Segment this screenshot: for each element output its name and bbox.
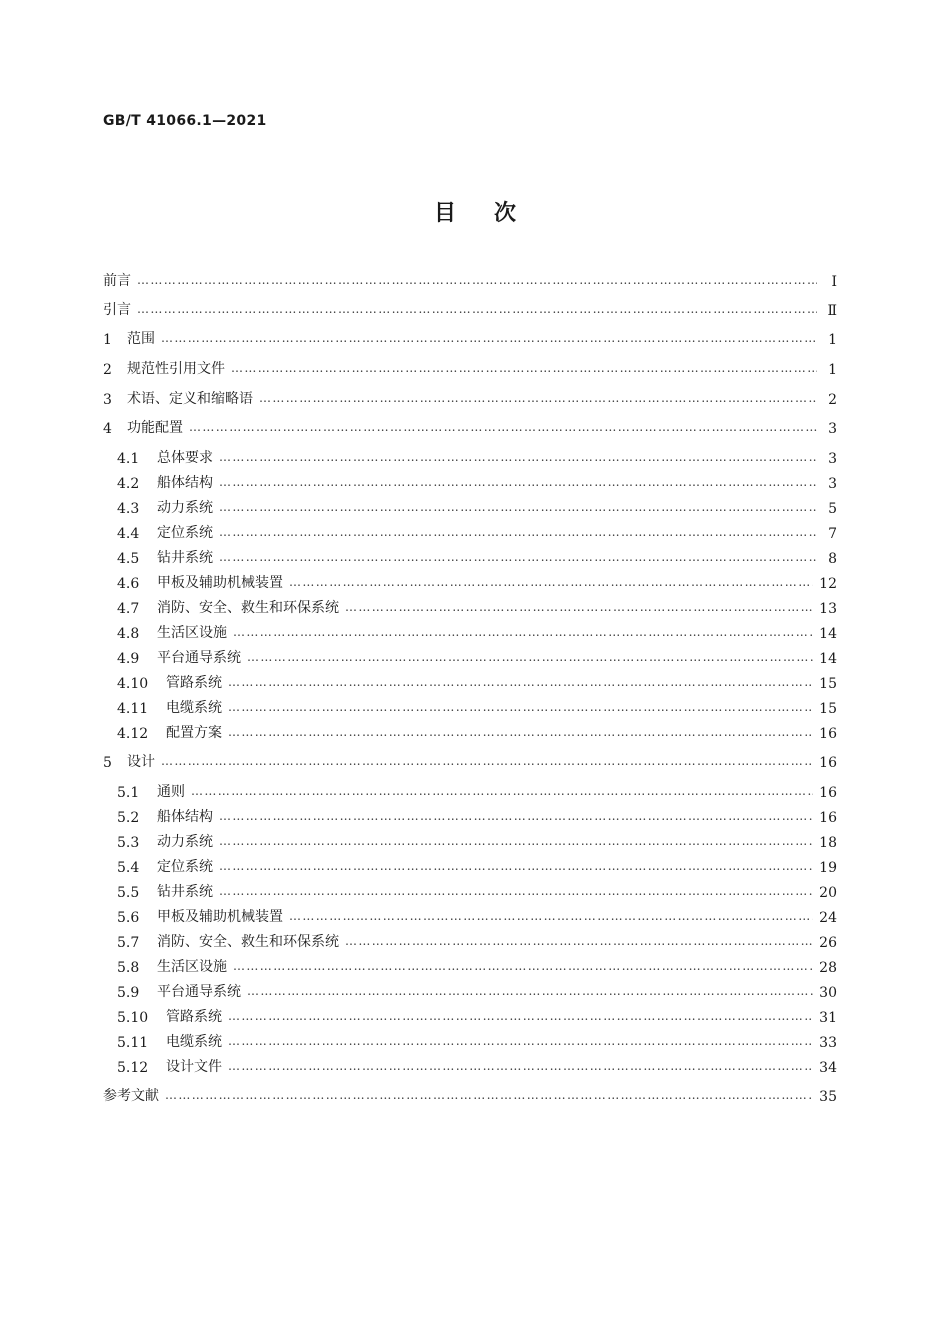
toc-entry-page: 16	[819, 726, 837, 742]
toc-entry-title: 前言	[103, 273, 131, 289]
toc-leader-dots	[345, 599, 813, 615]
toc-leader-dots	[345, 933, 813, 949]
toc-leader-dots	[165, 1087, 813, 1103]
toc-entry[interactable]	[103, 597, 837, 617]
toc-entry-page: 16	[819, 785, 837, 801]
toc-entry[interactable]	[103, 981, 837, 1001]
toc-entry-title: 术语、定义和缩略语	[127, 391, 253, 407]
toc-leader-dots	[219, 858, 813, 874]
toc-entry[interactable]	[103, 299, 837, 319]
toc-entry-title: 设计文件	[166, 1059, 222, 1075]
toc-entry-number: 4.8	[117, 626, 140, 642]
toc-entry-title: 电缆系统	[166, 1034, 222, 1050]
toc-leader-dots	[219, 883, 813, 899]
toc-entry-title: 消防、安全、救生和环保系统	[157, 934, 339, 950]
toc-entry-page: 31	[819, 1010, 837, 1026]
toc-entry-title: 规范性引用文件	[127, 361, 225, 377]
toc-entry-number: 4	[103, 421, 112, 437]
toc-entry-page: 7	[828, 526, 837, 542]
toc-entry-title: 设计	[127, 754, 155, 770]
toc-entry-number: 5.11	[117, 1035, 149, 1051]
toc-entry[interactable]	[103, 956, 837, 976]
toc-entry-number: 5.4	[117, 860, 140, 876]
toc-leader-dots	[228, 724, 813, 740]
toc-entry-number: 4.2	[117, 476, 140, 492]
toc-entry-title: 动力系统	[157, 500, 213, 516]
toc-entry-page: 18	[819, 835, 837, 851]
toc-leader-dots	[219, 474, 817, 490]
toc-entry-page: 28	[819, 960, 837, 976]
toc-leader-dots	[233, 624, 813, 640]
toc-entry-title: 钻井系统	[157, 550, 213, 566]
toc-leader-dots	[219, 499, 817, 515]
toc-entry-title: 船体结构	[157, 475, 213, 491]
toc-entry-page: 15	[819, 701, 837, 717]
toc-entry-page: 14	[819, 626, 837, 642]
toc-entry[interactable]	[103, 522, 837, 542]
toc-entry[interactable]	[103, 856, 837, 876]
toc-entry-number: 4.1	[117, 451, 140, 467]
toc-entry[interactable]	[103, 881, 837, 901]
toc-entry-number: 4.10	[117, 676, 149, 692]
toc-entry[interactable]	[103, 697, 837, 717]
toc-entry[interactable]	[103, 906, 837, 926]
toc-entry-number: 5.1	[117, 785, 140, 801]
toc-entry-title: 电缆系统	[166, 700, 222, 716]
toc-entry-title: 动力系统	[157, 834, 213, 850]
toc-entry-page: 8	[828, 551, 837, 567]
toc-leader-dots	[228, 699, 813, 715]
toc-entry-page: 13	[819, 601, 837, 617]
toc-entry-page: 3	[828, 421, 837, 437]
toc-entry-page: 16	[819, 755, 837, 771]
toc-entry-title: 范围	[127, 331, 155, 347]
toc-entry-number: 5.2	[117, 810, 140, 826]
toc-entry-number: 4.4	[117, 526, 140, 542]
toc-entry-page: 1	[828, 332, 837, 348]
toc-leader-dots	[137, 301, 817, 317]
toc-entry[interactable]	[103, 1031, 837, 1051]
toc-leader-dots	[191, 783, 813, 799]
toc-entry-page: 30	[819, 985, 837, 1001]
toc-entry-title: 消防、安全、救生和环保系统	[157, 600, 339, 616]
toc-entry[interactable]	[103, 647, 837, 667]
toc-entry-page: 24	[819, 910, 837, 926]
toc-entry-title: 功能配置	[127, 420, 183, 436]
toc-entry[interactable]	[103, 1056, 837, 1076]
toc-entry[interactable]	[103, 328, 837, 348]
toc-entry-number: 3	[103, 392, 112, 408]
toc-entry[interactable]	[103, 388, 837, 408]
toc-entry-number: 4.11	[117, 701, 149, 717]
toc-leader-dots	[137, 272, 817, 288]
toc-entry-page: 2	[828, 392, 837, 408]
toc-entry[interactable]	[103, 806, 837, 826]
toc-entry-number: 4.7	[117, 601, 140, 617]
toc-entry-page: 19	[819, 860, 837, 876]
toc-entry[interactable]	[103, 931, 837, 951]
toc-entry-number: 5	[103, 755, 112, 771]
toc-entry-page: 20	[819, 885, 837, 901]
toc-entry-number: 5.5	[117, 885, 140, 901]
toc-leader-dots	[161, 753, 813, 769]
toc-entry[interactable]	[103, 831, 837, 851]
toc-entry-page: 3	[828, 476, 837, 492]
toc-leader-dots	[219, 549, 817, 565]
toc-entry-title: 通则	[157, 784, 185, 800]
toc-entry-title: 配置方案	[166, 725, 222, 741]
toc-entry[interactable]	[103, 1006, 837, 1026]
toc-entry-number: 5.10	[117, 1010, 149, 1026]
toc-entry-page: Ⅱ	[827, 303, 837, 319]
toc-entry-number: 4.9	[117, 651, 140, 667]
toc-entry-page: 34	[819, 1060, 837, 1076]
toc-entry-title: 管路系统	[166, 1009, 222, 1025]
toc-leader-dots	[289, 574, 813, 590]
toc-leader-dots	[247, 983, 813, 999]
toc-entry-page: 3	[828, 451, 837, 467]
toc-title: 目次	[433, 200, 554, 226]
toc-entry[interactable]	[103, 622, 837, 642]
toc-leader-dots	[231, 360, 817, 376]
toc-entry-page: 35	[819, 1089, 837, 1105]
toc-entry-title: 甲板及辅助机械装置	[157, 909, 283, 925]
toc-entry-number: 4.12	[117, 726, 149, 742]
toc-entry-number: 5.9	[117, 985, 140, 1001]
toc-entry-title: 船体结构	[157, 809, 213, 825]
toc-entry-page: 15	[819, 676, 837, 692]
toc-entry-number: 4.3	[117, 501, 140, 517]
toc-entry-number: 2	[103, 362, 112, 378]
toc-leader-dots	[233, 958, 813, 974]
toc-entry-title: 定位系统	[157, 859, 213, 875]
toc-entry[interactable]	[103, 497, 837, 517]
toc-entry-title: 引言	[103, 302, 131, 318]
toc-leader-dots	[228, 1033, 813, 1049]
toc-entry-number: 5.3	[117, 835, 140, 851]
toc-leader-dots	[259, 390, 817, 406]
toc-leader-dots	[219, 833, 813, 849]
toc-leader-dots	[228, 1058, 813, 1074]
toc-entry-number: 5.7	[117, 935, 140, 951]
standard-code: GB/T 41066.1—2021	[103, 113, 267, 129]
toc-leader-dots	[219, 524, 817, 540]
toc-leader-dots	[289, 908, 813, 924]
toc-entry-title: 定位系统	[157, 525, 213, 541]
toc-entry-page: Ⅰ	[831, 274, 837, 290]
toc-entry[interactable]	[103, 417, 837, 437]
toc-leader-dots	[228, 674, 813, 690]
toc-entry-title: 参考文献	[103, 1088, 159, 1104]
toc-entry[interactable]	[103, 572, 837, 592]
toc-entry-page: 5	[828, 501, 837, 517]
toc-entry-number: 4.5	[117, 551, 140, 567]
toc-entry-number: 5.6	[117, 910, 140, 926]
toc-leader-dots	[247, 649, 813, 665]
toc-entry[interactable]	[103, 751, 837, 771]
toc-entry-number: 4.6	[117, 576, 140, 592]
toc-entry-title: 平台通导系统	[157, 984, 241, 1000]
toc-entry[interactable]	[103, 1085, 837, 1105]
toc-entry-page: 26	[819, 935, 837, 951]
toc-leader-dots	[161, 330, 817, 346]
toc-leader-dots	[189, 419, 817, 435]
toc-entry-title: 生活区设施	[157, 959, 227, 975]
toc-entry-title: 钻井系统	[157, 884, 213, 900]
toc-entry-page: 16	[819, 810, 837, 826]
toc-entry[interactable]	[103, 472, 837, 492]
toc-entry-page: 1	[828, 362, 837, 378]
toc-leader-dots	[219, 449, 817, 465]
toc-entry[interactable]	[103, 270, 837, 290]
toc-entry-title: 管路系统	[166, 675, 222, 691]
toc-entry-title: 甲板及辅助机械装置	[157, 575, 283, 591]
toc-entry[interactable]	[103, 447, 837, 467]
toc-entry-page: 33	[819, 1035, 837, 1051]
toc-entry-title: 生活区设施	[157, 625, 227, 641]
toc-entry-title: 总体要求	[157, 450, 213, 466]
toc-leader-dots	[219, 808, 813, 824]
toc-entry-title: 平台通导系统	[157, 650, 241, 666]
toc-entry[interactable]	[103, 781, 837, 801]
toc-entry-number: 5.12	[117, 1060, 149, 1076]
toc-entry[interactable]	[103, 547, 837, 567]
toc-entry-page: 14	[819, 651, 837, 667]
toc-entry[interactable]	[103, 672, 837, 692]
toc-entry-number: 1	[103, 332, 112, 348]
toc-entry[interactable]	[103, 722, 837, 742]
toc-entry[interactable]	[103, 358, 837, 378]
toc-entry-number: 5.8	[117, 960, 140, 976]
toc-entry-page: 12	[819, 576, 837, 592]
toc-leader-dots	[228, 1008, 813, 1024]
